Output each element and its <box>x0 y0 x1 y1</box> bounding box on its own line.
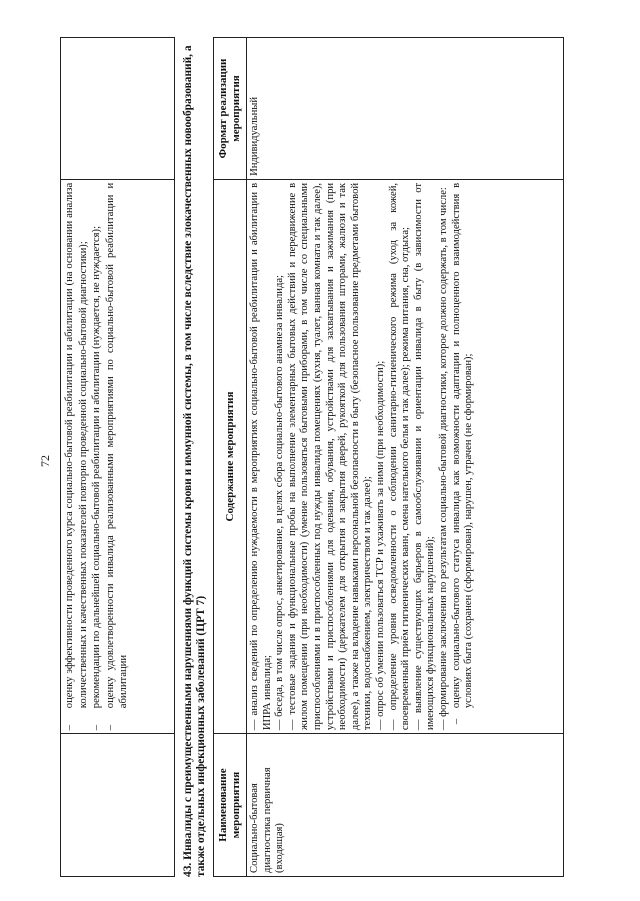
document-page <box>0 37 560 877</box>
table-row <box>247 38 564 877</box>
section-heading: 43. Инвалиды с преимущественными нарушениями функций системы крови и иммунной системы, в том числе вследствие злокачественных новообразований, а также отдельных инфекционных заболеваний (ЦРТ 7) <box>182 45 207 877</box>
page-number: 72 <box>38 455 52 467</box>
continuation-table <box>60 37 175 877</box>
column-header-format: Формат реализации мероприятия <box>214 38 247 180</box>
activities-table <box>213 37 564 877</box>
empty-cell <box>61 38 175 180</box>
activity-format: Индивидуальный <box>247 38 564 180</box>
list-item: — выявление существующих барьеров в самообслуживании и ориентации инвалида в быту (в зависимости от имеющихся функциональных нарушений); <box>412 182 437 731</box>
column-header-name: Наименование мероприятия <box>214 734 247 877</box>
column-header-content: Содержание мероприятия <box>214 179 247 733</box>
activity-content <box>247 179 564 733</box>
list-item: – оценку эффективности проведенного курса социально-бытовой реабилитации и абилитации (на основании анализа количественных и качественных показателей повторно проведенной социально-бытовой диагностики); <box>64 182 89 731</box>
list-item: — определение уровня осведомленности о соблюдении санитарно-гигиенического режима (уход за кожей, своевременный приём гигиенических ванн, смена нательного белья и так далее); режима питания, сна, отдыха; <box>387 182 412 731</box>
list-item: – оценку удовлетворенности инвалида реализованными мероприятиями по социально-бытовой реабилитации и абилитации <box>104 182 130 731</box>
list-item: — анализ сведений по определению нуждаемости в мероприятиях социально-бытовой реабилитации и абилитации в ИПРА инвалида; <box>249 182 273 731</box>
activity-name: Социально-бытовая диагностика первичная (входящая) <box>247 734 564 877</box>
list-item: – рекомендации по дальнейшей социально-бытовой реабилитации и абилитации (нуждается, не нуждается); <box>91 225 103 731</box>
continuation-content-cell <box>61 179 175 733</box>
list-item: — опрос об умении пользоваться ТСР и ухаживать за ними (при необходимости); <box>374 360 386 731</box>
list-item: — тестовые задания и функциональные пробы на выполнение элементарных бытовых действий и передвижение в жилом помещении (при необходимости) (умение пользоваться бытовыми приборами, в том числе со специальными приспособлениями и в приспособленных под нужды инвалида помещениях (кухня, туалет, ванная комната и так далее), устройствами и приспособлениями для одевания, обувания, устройствами для захватывания и зажимания (при необходимости) (держателем для открытия и закрытия дверей, рукояткой для пользования шторами, жалюзи и так далее), а также на владение навыками персональной безопасности в быту (безопасное пользование предметами бытовой техники, водоснабжением, электричеством и так далее); <box>286 182 374 731</box>
empty-cell <box>61 734 175 877</box>
table-header-row <box>214 38 247 877</box>
list-item: — формирование заключения по результатам социально-бытовой диагностики, которое должно содержать, в том числе: <box>437 187 449 731</box>
list-item: — беседа, в том числе опрос, анкетирование, в целях сбора социально-бытового анамнеза инвалида; <box>274 275 286 731</box>
sub-list-item: – оценку социально-бытового статуса инвалида как возможности адаптации и полноценного взаимодействия в условиях быта (сохранен (сформирован), нарушен, утрачен (не сформирован); <box>450 182 475 725</box>
